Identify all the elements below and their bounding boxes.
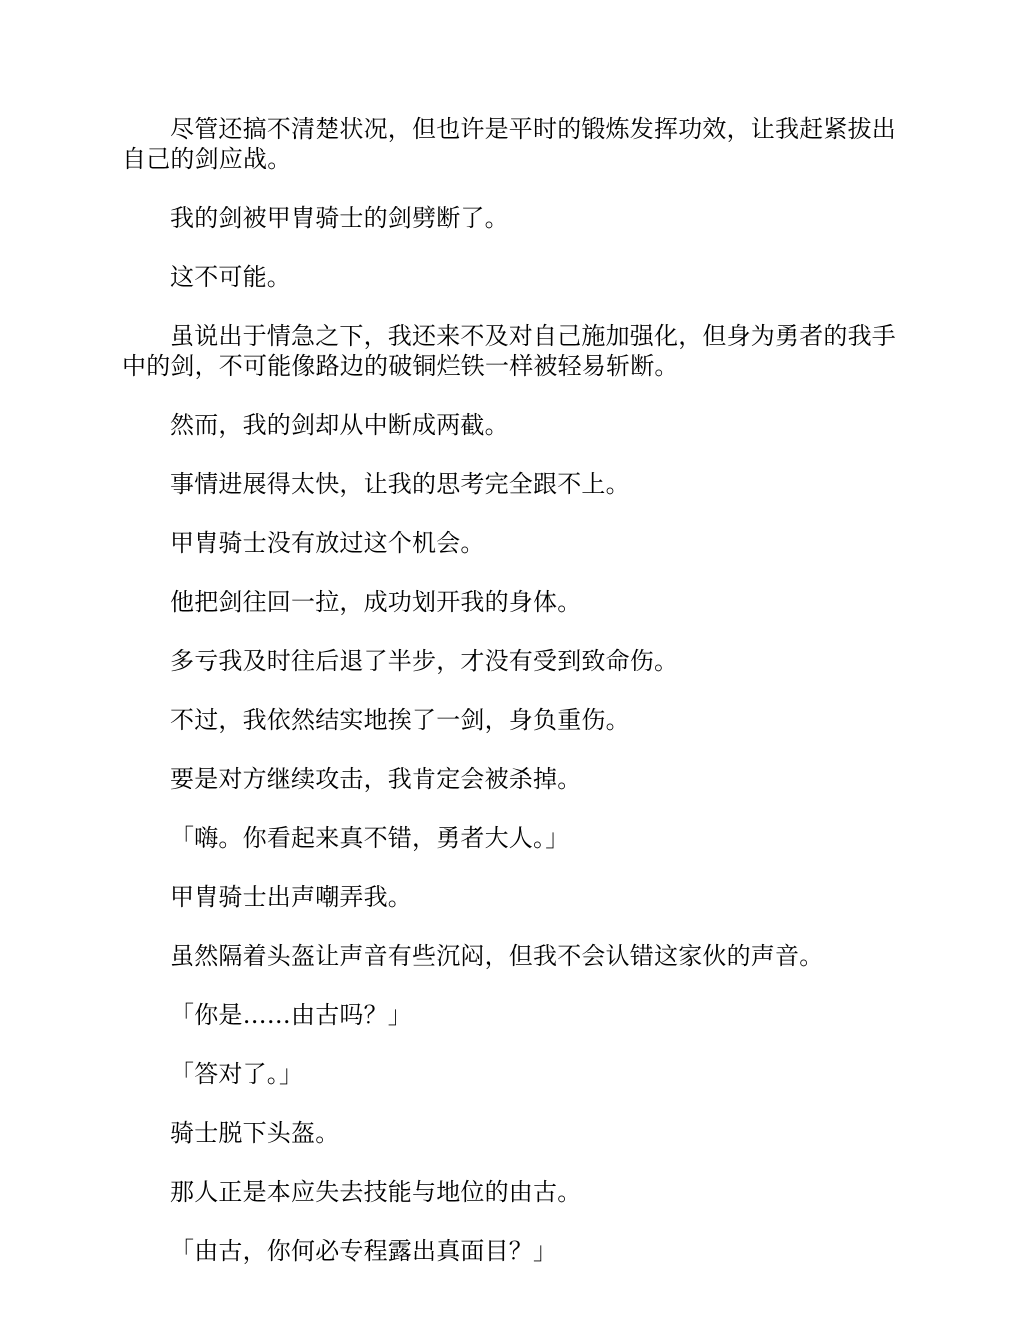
paragraph: 虽然隔着头盔让声音有些沉闷，但我不会认错这家伙的声音。 bbox=[170, 942, 824, 970]
paragraph: 他把剑往回一拉，成功划开我的身体。 bbox=[170, 588, 582, 616]
paragraph: 我的剑被甲胄骑士的剑劈断了。 bbox=[170, 204, 509, 232]
paragraph: 「嗨。你看起来真不错，勇者大人。」 bbox=[170, 824, 570, 852]
paragraph: 然而，我的剑却从中断成两截。 bbox=[170, 411, 509, 439]
paragraph: 多亏我及时往后退了半步，才没有受到致命伤。 bbox=[170, 647, 679, 675]
document-page bbox=[122, 114, 902, 1295]
paragraph: 不过，我依然结实地挨了一剑，身负重伤。 bbox=[170, 706, 630, 734]
paragraph: 甲胄骑士没有放过这个机会。 bbox=[170, 529, 485, 557]
paragraph: 虽说出于情急之下，我还来不及对自己施加强化，但身为勇者的我手中的剑，不可能像路边的破铜烂铁一样被轻易斩断。 bbox=[122, 322, 896, 380]
paragraph: 「答对了。」 bbox=[170, 1060, 304, 1088]
paragraph: 要是对方继续攻击，我肯定会被杀掉。 bbox=[170, 765, 582, 793]
paragraph: 那人正是本应失去技能与地位的由古。 bbox=[170, 1178, 582, 1206]
paragraph: 「由古，你何必专程露出真面目？」 bbox=[170, 1237, 558, 1265]
paragraph: 这不可能。 bbox=[170, 263, 291, 291]
paragraph: 「你是……由古吗？」 bbox=[170, 1001, 412, 1029]
paragraph: 甲胄骑士出声嘲弄我。 bbox=[170, 883, 412, 911]
paragraph: 事情进展得太快，让我的思考完全跟不上。 bbox=[170, 470, 630, 498]
paragraph: 骑士脱下头盔。 bbox=[170, 1119, 340, 1147]
paragraph: 尽管还搞不清楚状况，但也许是平时的锻炼发挥功效，让我赶紧拔出自己的剑应战。 bbox=[122, 115, 896, 173]
